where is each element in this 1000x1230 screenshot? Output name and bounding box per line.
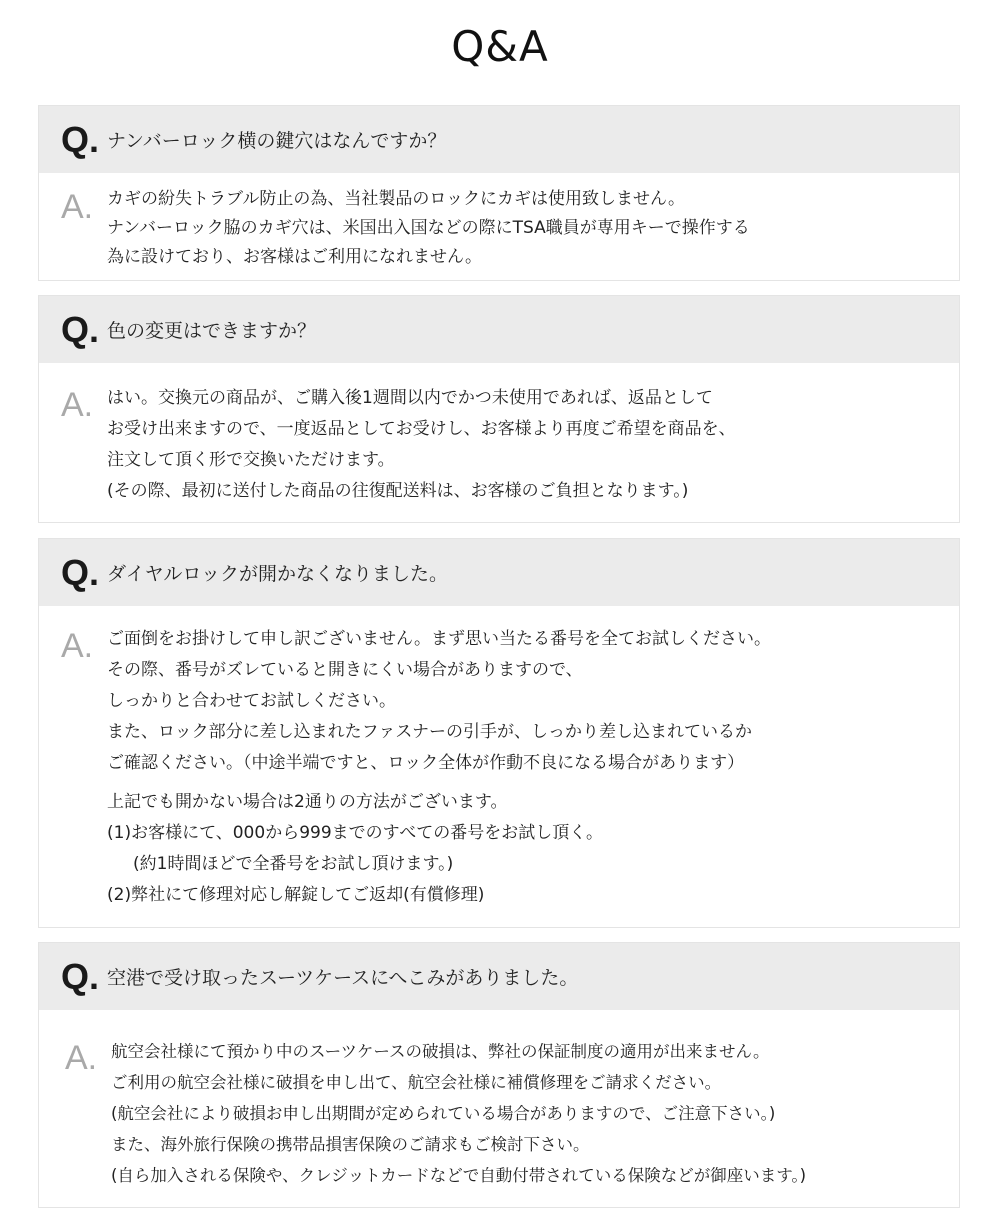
q-mark: Q. <box>61 118 100 160</box>
q-mark: Q. <box>61 308 100 350</box>
qa-item-keyhole <box>38 105 960 281</box>
answer-line: 航空会社様にて預かり中のスーツケースの破損は、弊社の保証制度の適用が出来ません。 <box>111 1042 770 1061</box>
a-mark: A. <box>65 1039 98 1077</box>
answer-row <box>39 1010 959 1191</box>
answer-row <box>39 606 959 911</box>
answer-text <box>107 185 750 272</box>
answer-line: ナンバーロック脇のカギ穴は、米国出入国などの際にTSA職員が専用キーで操作する <box>107 218 750 238</box>
q-mark: Q. <box>61 955 100 997</box>
answer-text <box>107 383 736 507</box>
answer-line: ご確認ください。（中途半端ですと、ロック全体が作動不良になる場合があります） <box>107 753 745 773</box>
answer-text <box>111 1036 806 1191</box>
answer-row <box>39 173 959 272</box>
question-row <box>39 296 959 363</box>
answer-line: (約1時間ほどで全番号をお試し頂けます。) <box>133 854 454 874</box>
question-text: ナンバーロック横の鍵穴はなんですか？ <box>107 130 447 152</box>
a-mark: A. <box>61 188 94 226</box>
answer-line: (航空会社により破損お申し出期間が定められている場合がありますので、ご注意下さい。) <box>111 1104 776 1123</box>
question-row <box>39 943 959 1010</box>
answer-line: ご利用の航空会社様に破損を申し出て、航空会社様に補償修理をご請求ください。 <box>111 1073 722 1092</box>
answer-line: また、海外旅行保険の携帯品損害保険のご請求もご検討下さい。 <box>111 1135 590 1154</box>
answer-line: 上記でも開かない場合は2通りの方法がございます。 <box>107 792 508 812</box>
question-text: 色の変更はできますか？ <box>107 320 317 342</box>
answer-line: 為に設けており、お客様はご利用になれません。 <box>107 247 483 267</box>
question-text: ダイヤルロックが開かなくなりました。 <box>107 563 449 585</box>
question-text: 空港で受け取ったスーツケースにへこみがありました。 <box>107 967 579 989</box>
a-mark: A. <box>61 386 94 424</box>
qa-item-airport-dent <box>38 942 960 1208</box>
question-row <box>39 539 959 606</box>
answer-line: ご面倒をお掛けして申し訳ございません。まず思い当たる番号を全てお試しください。 <box>107 629 772 649</box>
answer-line: はい。交換元の商品が、ご購入後1週間以内でかつ未使用であれば、返品として <box>107 388 713 408</box>
q-mark: Q. <box>61 551 100 593</box>
answer-line: (自ら加入される保険や、クレジットカードなどで自動付帯されている保険などが御座います。) <box>111 1166 807 1185</box>
answer-row <box>39 363 959 507</box>
answer-text <box>107 624 771 911</box>
answer-line: カギの紛失トラブル防止の為、当社製品のロックにカギは使用致しません。 <box>107 189 685 209</box>
question-row <box>39 106 959 173</box>
answer-line: 注文して頂く形で交換いただけます。 <box>107 450 395 470</box>
page-title: Q&A <box>451 22 549 71</box>
answer-line: (1)お客様にて、000から999までのすべての番号をお試し頂く。 <box>107 823 603 843</box>
answer-line: (その際、最初に送付した商品の往復配送料は、お客様のご負担となります。) <box>107 481 689 501</box>
qa-item-color-change <box>38 295 960 523</box>
answer-line: その際、番号がズレていると開きにくい場合がありますので、 <box>107 660 583 680</box>
answer-line: また、ロック部分に差し込まれたファスナーの引手が、しっかり差し込まれているか <box>107 722 752 742</box>
answer-line: お受け出来ますので、一度返品としてお受けし、お客様より再度ご希望を商品を、 <box>107 419 736 439</box>
qa-item-dial-lock <box>38 538 960 928</box>
answer-line: (2)弊社にて修理対応し解錠してご返却(有償修理) <box>107 885 485 905</box>
answer-line: しっかりと合わせてお試しください。 <box>107 691 396 711</box>
a-mark: A. <box>61 627 94 665</box>
